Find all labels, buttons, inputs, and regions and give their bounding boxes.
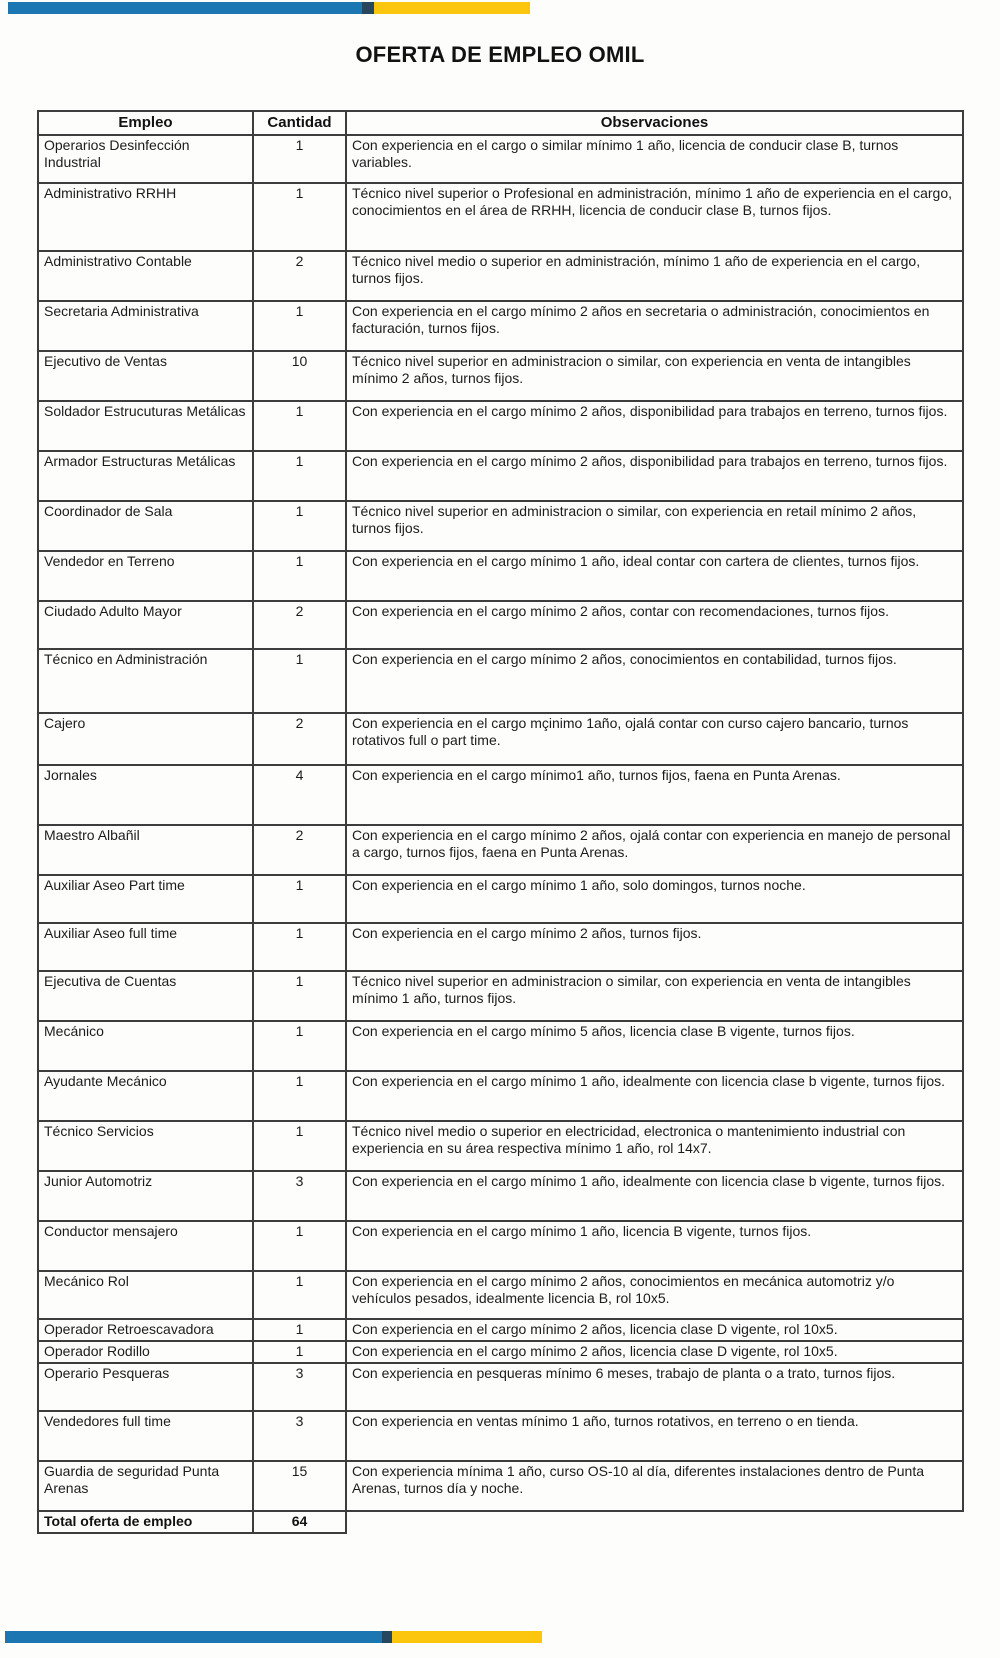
quantity-cell: 2 xyxy=(253,713,346,765)
observations-cell: Con experiencia en el cargo mínimo 1 año, idealmente con licencia clase b vigente, turnos fijos. xyxy=(346,1171,963,1221)
table-row xyxy=(38,971,963,1021)
observations-cell: Con experiencia en el cargo mínimo 2 años, conocimientos en mecánica automotriz y/o vehículos pesados, idealmente licencia B, rol 10x5. xyxy=(346,1271,963,1319)
page-title: OFERTA DE EMPLEO OMIL xyxy=(355,42,645,67)
job-title-cell: Auxiliar Aseo Part time xyxy=(38,875,253,923)
table-row xyxy=(38,1461,963,1511)
table-row xyxy=(38,649,963,713)
column-header-observaciones: Observaciones xyxy=(346,111,963,135)
quantity-cell: 1 xyxy=(253,923,346,971)
job-title-cell: Conductor mensajero xyxy=(38,1221,253,1271)
column-header-cantidad: Cantidad xyxy=(253,111,346,135)
table-row xyxy=(38,765,963,825)
table-row xyxy=(38,875,963,923)
total-label-cell: Total oferta de empleo xyxy=(38,1511,253,1533)
observations-cell: Con experiencia en el cargo mínimo 2 años, disponibilidad para trabajos en terreno, turnos fijos. xyxy=(346,451,963,501)
observations-cell: Con experiencia en el cargo mínimo 1 año, ideal contar con cartera de clientes, turnos fijos. xyxy=(346,551,963,601)
observations-cell: Técnico nivel superior en administracion o similar, con experiencia en retail mínimo 2 años, turnos fijos. xyxy=(346,501,963,551)
table-row xyxy=(38,501,963,551)
quantity-cell: 2 xyxy=(253,251,346,301)
top-bar-dark-seam xyxy=(362,2,374,14)
observations-cell: Con experiencia en el cargo mínimo 2 años, licencia clase D vigente, rol 10x5. xyxy=(346,1319,963,1341)
quantity-cell: 1 xyxy=(253,135,346,183)
job-offers-table xyxy=(37,110,964,1534)
table-row xyxy=(38,251,963,301)
quantity-cell: 2 xyxy=(253,825,346,875)
table-row xyxy=(38,1319,963,1341)
table-row xyxy=(38,301,963,351)
table-row xyxy=(38,713,963,765)
table-row xyxy=(38,1171,963,1221)
observations-cell: Con experiencia en pesqueras mínimo 6 meses, trabajo de planta o a trato, turnos fijos. xyxy=(346,1363,963,1411)
table-row xyxy=(38,923,963,971)
observations-cell: Con experiencia en el cargo mínimo 2 años, contar con recomendaciones, turnos fijos. xyxy=(346,601,963,649)
table-row xyxy=(38,451,963,501)
quantity-cell: 3 xyxy=(253,1171,346,1221)
observations-cell: Con experiencia en el cargo mínimo 1 año, solo domingos, turnos noche. xyxy=(346,875,963,923)
observations-cell: Técnico nivel medio o superior en electricidad, electronica o mantenimiento industrial con experiencia en su área respectiva mínimo 1 año, rol 14x7. xyxy=(346,1121,963,1171)
quantity-cell: 1 xyxy=(253,649,346,713)
observations-cell: Con experiencia en el cargo mínimo 2 años, turnos fijos. xyxy=(346,923,963,971)
table-row xyxy=(38,1021,963,1071)
job-title-cell: Ayudante Mecánico xyxy=(38,1071,253,1121)
job-title-cell: Mecánico Rol xyxy=(38,1271,253,1319)
observations-cell: Con experiencia en el cargo mínimo 1 año, licencia B vigente, turnos fijos. xyxy=(346,1221,963,1271)
observations-cell: Con experiencia en el cargo o similar mínimo 1 año, licencia de conducir clase B, turnos variables. xyxy=(346,135,963,183)
table-row xyxy=(38,183,963,251)
quantity-cell: 1 xyxy=(253,183,346,251)
job-title-cell: Armador Estructuras Metálicas xyxy=(38,451,253,501)
top-bar-yellow-segment xyxy=(374,2,530,14)
quantity-cell: 15 xyxy=(253,1461,346,1511)
quantity-cell: 1 xyxy=(253,401,346,451)
job-title-cell: Ejecutiva de Cuentas xyxy=(38,971,253,1021)
table-row xyxy=(38,601,963,649)
job-title-cell: Soldador Estrucuturas Metálicas xyxy=(38,401,253,451)
quantity-cell: 1 xyxy=(253,551,346,601)
quantity-cell: 1 xyxy=(253,1071,346,1121)
job-title-cell: Jornales xyxy=(38,765,253,825)
observations-cell: Con experiencia en el cargo mínimo 2 años, disponibilidad para trabajos en terreno, turnos fijos. xyxy=(346,401,963,451)
table-row xyxy=(38,135,963,183)
table-row xyxy=(38,1221,963,1271)
observations-cell: Con experiencia en el cargo mínimo 2 años, licencia clase D vigente, rol 10x5. xyxy=(346,1341,963,1363)
job-title-cell: Operador Rodillo xyxy=(38,1341,253,1363)
job-title-cell: Guardia de seguridad Punta Arenas xyxy=(38,1461,253,1511)
table-row xyxy=(38,551,963,601)
quantity-cell: 1 xyxy=(253,301,346,351)
decorative-top-bar xyxy=(8,2,530,14)
quantity-cell: 1 xyxy=(253,1341,346,1363)
table-row xyxy=(38,1341,963,1363)
quantity-cell: 2 xyxy=(253,601,346,649)
job-title-cell: Operarios Desinfección Industrial xyxy=(38,135,253,183)
quantity-cell: 1 xyxy=(253,1271,346,1319)
job-title-cell: Coordinador de Sala xyxy=(38,501,253,551)
quantity-cell: 4 xyxy=(253,765,346,825)
observations-cell: Con experiencia en el cargo mínimo 2 años en secretaria o administración, conocimientos en facturación, turnos fijos. xyxy=(346,301,963,351)
observations-cell: Con experiencia en el cargo mínimo 5 años, licencia clase B vigente, turnos fijos. xyxy=(346,1021,963,1071)
job-title-cell: Mecánico xyxy=(38,1021,253,1071)
job-title-cell: Auxiliar Aseo full time xyxy=(38,923,253,971)
observations-cell: Con experiencia en ventas mínimo 1 año, turnos rotativos, en terreno o en tienda. xyxy=(346,1411,963,1461)
quantity-cell: 1 xyxy=(253,451,346,501)
table-header-row xyxy=(38,111,963,135)
job-title-cell: Secretaria Administrativa xyxy=(38,301,253,351)
job-title-cell: Administrativo Contable xyxy=(38,251,253,301)
table-row xyxy=(38,401,963,451)
job-title-cell: Junior Automotriz xyxy=(38,1171,253,1221)
top-bar-blue-segment xyxy=(8,2,362,14)
total-value-cell: 64 xyxy=(253,1511,346,1533)
observations-cell: Técnico nivel superior en administracion o similar, con experiencia en venta de intangibles mínimo 2 años, turnos fijos. xyxy=(346,351,963,401)
observations-cell: Con experiencia mínima 1 año, curso OS-10 al día, diferentes instalaciones dentro de Punta Arenas, turnos día y noche. xyxy=(346,1461,963,1511)
observations-cell: Técnico nivel superior en administracion o similar, con experiencia en venta de intangibles mínimo 1 año, turnos fijos. xyxy=(346,971,963,1021)
quantity-cell: 1 xyxy=(253,501,346,551)
table-row xyxy=(38,1121,963,1171)
job-title-cell: Maestro Albañil xyxy=(38,825,253,875)
bottom-bar-yellow-segment xyxy=(392,1631,542,1643)
column-header-empleo: Empleo xyxy=(38,111,253,135)
job-title-cell: Técnico Servicios xyxy=(38,1121,253,1171)
decorative-bottom-bar xyxy=(5,1631,542,1643)
job-title-cell: Ciudado Adulto Mayor xyxy=(38,601,253,649)
job-title-cell: Cajero xyxy=(38,713,253,765)
job-title-cell: Administrativo RRHH xyxy=(38,183,253,251)
table-row xyxy=(38,1411,963,1461)
table-row xyxy=(38,825,963,875)
job-title-cell: Vendedores full time xyxy=(38,1411,253,1461)
job-title-cell: Vendedor en Terreno xyxy=(38,551,253,601)
table-row xyxy=(38,1071,963,1121)
bottom-bar-dark-seam xyxy=(382,1631,392,1643)
total-empty-cell xyxy=(346,1511,963,1533)
quantity-cell: 1 xyxy=(253,1021,346,1071)
quantity-cell: 1 xyxy=(253,1319,346,1341)
job-title-cell: Ejecutivo de Ventas xyxy=(38,351,253,401)
table-row xyxy=(38,351,963,401)
job-title-cell: Operador Retroescavadora xyxy=(38,1319,253,1341)
job-title-cell: Técnico en Administración xyxy=(38,649,253,713)
quantity-cell: 10 xyxy=(253,351,346,401)
quantity-cell: 1 xyxy=(253,1121,346,1171)
observations-cell: Con experiencia en el cargo mínimo1 año, turnos fijos, faena en Punta Arenas. xyxy=(346,765,963,825)
table-row xyxy=(38,1363,963,1411)
observations-cell: Con experiencia en el cargo mínimo 2 años, ojalá contar con experiencia en manejo de personal a cargo, turnos fijos, faena en Punta Arenas. xyxy=(346,825,963,875)
quantity-cell: 1 xyxy=(253,1221,346,1271)
total-row xyxy=(38,1511,963,1533)
bottom-bar-blue-segment xyxy=(5,1631,382,1643)
table-row xyxy=(38,1271,963,1319)
quantity-cell: 1 xyxy=(253,875,346,923)
quantity-cell: 3 xyxy=(253,1363,346,1411)
observations-cell: Con experiencia en el cargo mínimo 2 años, conocimientos en contabilidad, turnos fijos. xyxy=(346,649,963,713)
observations-cell: Técnico nivel superior o Profesional en administración, mínimo 1 año de experiencia en el cargo, conocimientos en el área de RRHH, licencia de conducir clase B, turnos fijos. xyxy=(346,183,963,251)
quantity-cell: 1 xyxy=(253,971,346,1021)
quantity-cell: 3 xyxy=(253,1411,346,1461)
job-title-cell: Operario Pesqueras xyxy=(38,1363,253,1411)
observations-cell: Con experiencia en el cargo mçinimo 1año, ojalá contar con curso cajero bancario, turnos rotativos full o part time. xyxy=(346,713,963,765)
observations-cell: Técnico nivel medio o superior en administración, mínimo 1 año de experiencia en el cargo, turnos fijos. xyxy=(346,251,963,301)
job-offers-table-body xyxy=(38,135,963,1533)
observations-cell: Con experiencia en el cargo mínimo 1 año, idealmente con licencia clase b vigente, turnos fijos. xyxy=(346,1071,963,1121)
